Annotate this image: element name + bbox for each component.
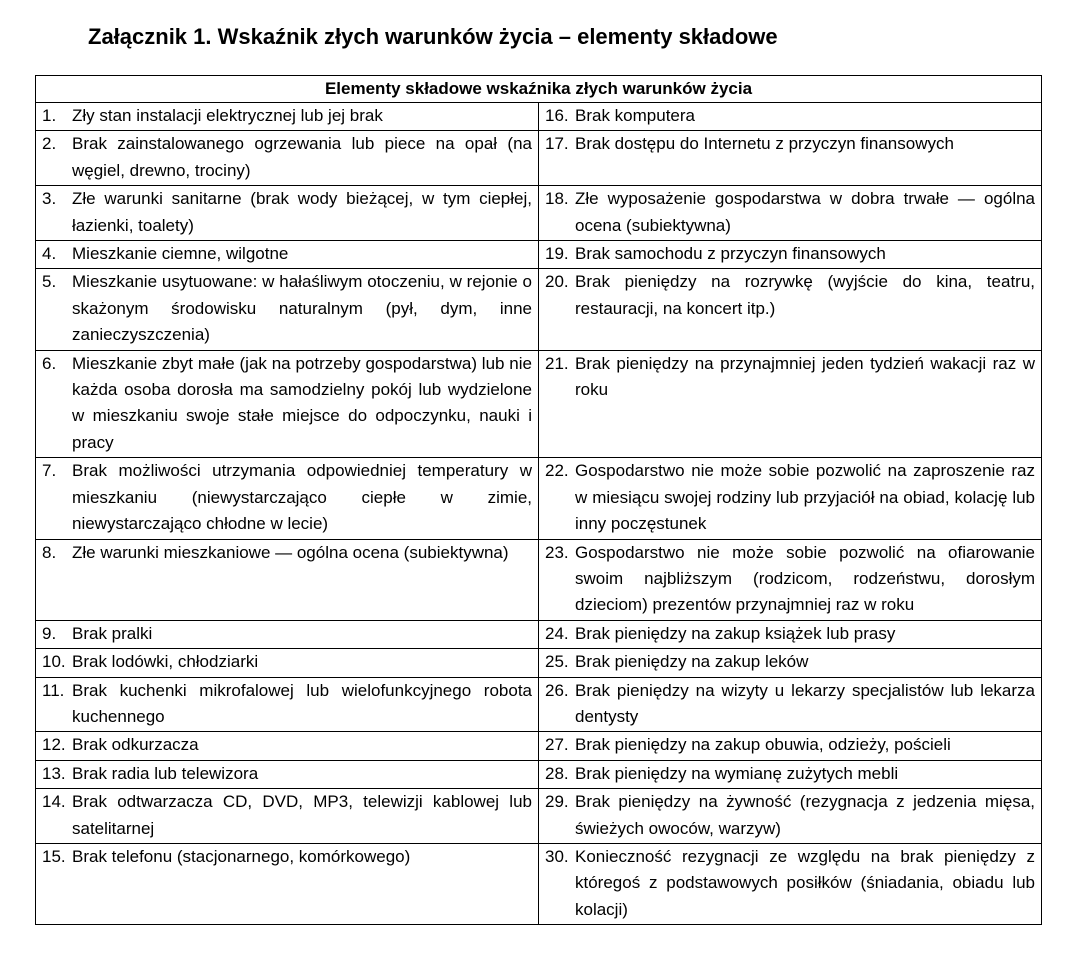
list-item	[42, 621, 532, 647]
item-number: 17.	[545, 134, 569, 154]
list-item	[42, 241, 532, 267]
table-cell-left	[36, 539, 539, 620]
list-item	[545, 351, 1035, 404]
item-number: 22.	[545, 461, 569, 481]
item-text: Gospodarstwo nie może sobie pozwolić na zaproszenie raz w miesiącu swojej rodziny lub przyjaciół na obiad, kolację lub inny poczęstunek	[575, 461, 1036, 534]
item-text: Brak zainstalowanego ogrzewania lub piece na opał (na węgiel, drewno, trociny)	[72, 134, 532, 180]
list-item	[545, 131, 1035, 157]
list-item	[42, 458, 532, 537]
list-item	[42, 732, 532, 758]
list-item	[545, 269, 1035, 322]
list-item	[545, 732, 1035, 758]
table-row	[36, 789, 1042, 844]
table-header: Elementy składowe wskaźnika złych warunków życia	[36, 76, 1042, 103]
list-item	[545, 678, 1035, 731]
item-number: 12.	[42, 735, 66, 755]
item-number: 11.	[42, 680, 65, 700]
table-cell-right	[539, 649, 1042, 677]
list-item	[42, 540, 532, 566]
table-cell-left	[36, 131, 539, 186]
table-cell-right	[539, 789, 1042, 844]
table-cell-left	[36, 620, 539, 648]
table-cell-right	[539, 131, 1042, 186]
list-item	[545, 621, 1035, 647]
item-text: Brak samochodu z przyczyn finansowych	[575, 244, 886, 264]
item-text: Brak pieniędzy na wizyty u lekarzy specjalistów lub lekarza dentysty	[575, 680, 1036, 726]
indicator-table	[35, 75, 1042, 925]
item-text: Mieszkanie ciemne, wilgotne	[72, 244, 289, 264]
table-cell-right	[539, 620, 1042, 648]
list-item	[42, 761, 532, 787]
table-cell-left	[36, 350, 539, 458]
table-cell-left	[36, 241, 539, 269]
item-number: 7.	[42, 461, 57, 481]
table-cell-right	[539, 760, 1042, 788]
item-number: 8.	[42, 542, 57, 562]
item-number: 4.	[42, 244, 57, 264]
item-text: Brak lodówki, chłodziarki	[72, 652, 259, 672]
item-text: Brak pralki	[72, 623, 153, 643]
item-text: Brak pieniędzy na żywność (rezygnacja z jedzenia mięsa, świeżych owoców, warzyw)	[575, 792, 1036, 838]
item-text: Brak kuchenki mikrofalowej lub wielofunkcyjnego robota kuchennego	[72, 680, 532, 726]
item-text: Mieszkanie usytuowane: w hałaśliwym otoczeniu, w rejonie o skażonym środowisku naturalnym (pył, dym, inne zanieczyszczenia)	[72, 272, 532, 345]
table-cell-left	[36, 760, 539, 788]
table-cell-right	[539, 241, 1042, 269]
list-item	[545, 103, 1035, 129]
table-cell-left	[36, 103, 539, 131]
table-cell-right	[539, 350, 1042, 458]
item-number: 24.	[545, 623, 569, 643]
table-cell-right	[539, 539, 1042, 620]
table-row	[36, 131, 1042, 186]
table-cell-right	[539, 103, 1042, 131]
table-cell-right	[539, 677, 1042, 732]
item-text: Brak pieniędzy na zakup książek lub prasy	[575, 623, 896, 643]
item-text: Brak telefonu (stacjonarnego, komórkowego)	[72, 846, 411, 866]
list-item	[545, 186, 1035, 239]
list-item	[42, 131, 532, 184]
item-text: Złe wyposażenie gospodarstwa w dobra trwałe — ogólna ocena (subiektywna)	[575, 189, 1036, 235]
item-number: 13.	[42, 763, 66, 783]
table-row	[36, 760, 1042, 788]
list-item	[545, 241, 1035, 267]
list-item	[545, 649, 1035, 675]
item-number: 28.	[545, 763, 569, 783]
item-text: Złe warunki sanitarne (brak wody bieżącej, w tym ciepłej, łazienki, toalety)	[72, 189, 532, 235]
item-text: Brak radia lub telewizora	[72, 763, 259, 783]
table-cell-left	[36, 789, 539, 844]
list-item	[545, 458, 1035, 537]
item-number: 3.	[42, 189, 57, 209]
table-row	[36, 350, 1042, 458]
table-row	[36, 843, 1042, 924]
table-cell-left	[36, 458, 539, 539]
item-text: Brak pieniędzy na zakup leków	[575, 652, 809, 672]
table-row	[36, 269, 1042, 350]
table-cell-left	[36, 649, 539, 677]
item-number: 26.	[545, 680, 569, 700]
list-item	[545, 540, 1035, 619]
list-item	[42, 186, 532, 239]
item-number: 18.	[545, 189, 569, 209]
item-text: Brak pieniędzy na zakup obuwia, odzieży, pościeli	[575, 735, 951, 755]
item-number: 14.	[42, 792, 66, 812]
list-item	[42, 678, 532, 731]
table-row	[36, 241, 1042, 269]
table-cell-right	[539, 269, 1042, 350]
item-number: 29.	[545, 792, 569, 812]
item-number: 16.	[545, 106, 569, 125]
item-text: Brak pieniędzy na przynajmniej jeden tydzień wakacji raz w roku	[575, 353, 1036, 400]
list-item	[42, 649, 532, 675]
table-cell-right	[539, 186, 1042, 241]
item-number: 6.	[42, 353, 57, 373]
item-text: Brak odkurzacza	[72, 735, 199, 755]
table-cell-left	[36, 269, 539, 350]
table-cell-left	[36, 732, 539, 760]
table-cell-right	[539, 458, 1042, 539]
table-row	[36, 458, 1042, 539]
item-number: 23.	[545, 542, 569, 562]
item-number: 2.	[42, 134, 57, 154]
table-cell-left	[36, 677, 539, 732]
item-text: Brak możliwości utrzymania odpowiedniej temperatury w mieszkaniu (niewystarczająco ciepłe w zimie, niewystarczająco chłodne w lecie)	[72, 461, 532, 534]
item-text: Mieszkanie zbyt małe (jak na potrzeby gospodarstwa) lub nie każda osoba dorosła ma samodzielny pokój lub wydzielone w mieszkaniu swoje stałe miejsce do odpoczynku, nauki i pracy	[72, 353, 532, 452]
table-row	[36, 103, 1042, 131]
item-number: 9.	[42, 623, 57, 643]
item-number: 1.	[42, 106, 57, 125]
item-number: 30.	[545, 846, 569, 866]
item-number: 27.	[545, 735, 569, 755]
list-item	[42, 789, 532, 842]
table-body	[36, 103, 1042, 925]
item-number: 15.	[42, 846, 66, 866]
item-text: Brak odtwarzacza CD, DVD, MP3, telewizji kablowej lub satelitarnej	[72, 792, 532, 838]
list-item	[42, 844, 532, 870]
item-text: Brak dostępu do Internetu z przyczyn finansowych	[575, 134, 954, 154]
item-text: Gospodarstwo nie może sobie pozwolić na ofiarowanie swoim najbliższym (rodzicom, rodzeństwu, dorosłym dzieciom) prezentów przynajmniej raz w roku	[575, 542, 1036, 615]
page-title: Załącznik 1. Wskaźnik złych warunków życia – elementy składowe	[88, 24, 778, 49]
table-cell-left	[36, 186, 539, 241]
item-text: Zły stan instalacji elektrycznej lub jej brak	[72, 106, 383, 125]
list-item	[545, 844, 1035, 923]
item-number: 5.	[42, 272, 57, 292]
item-number: 10.	[42, 652, 66, 672]
list-item	[42, 351, 532, 457]
list-item	[545, 761, 1035, 787]
item-number: 25.	[545, 652, 569, 672]
table-header-row	[36, 76, 1042, 103]
item-number: 19.	[545, 244, 569, 264]
table-row	[36, 620, 1042, 648]
item-text: Złe warunki mieszkaniowe — ogólna ocena (subiektywna)	[72, 542, 509, 562]
item-number: 21.	[545, 353, 569, 373]
item-text: Brak komputera	[575, 106, 695, 125]
table-row	[36, 732, 1042, 760]
table-row	[36, 539, 1042, 620]
item-text: Konieczność rezygnacji ze względu na brak pieniędzy z któregoś z podstawowych posiłków (śniadania, obiadu lub kolacji)	[575, 846, 1036, 919]
table-cell-right	[539, 843, 1042, 924]
list-item	[42, 103, 532, 129]
table-cell-left	[36, 843, 539, 924]
list-item	[42, 269, 532, 348]
item-number: 20.	[545, 272, 569, 292]
table-row	[36, 649, 1042, 677]
list-item	[545, 789, 1035, 842]
table-row	[36, 186, 1042, 241]
item-text: Brak pieniędzy na rozrywkę (wyjście do kina, teatru, restauracji, na koncert itp.)	[575, 272, 1036, 318]
table-cell-right	[539, 732, 1042, 760]
item-text: Brak pieniędzy na wymianę zużytych mebli	[575, 763, 899, 783]
table-row	[36, 677, 1042, 732]
